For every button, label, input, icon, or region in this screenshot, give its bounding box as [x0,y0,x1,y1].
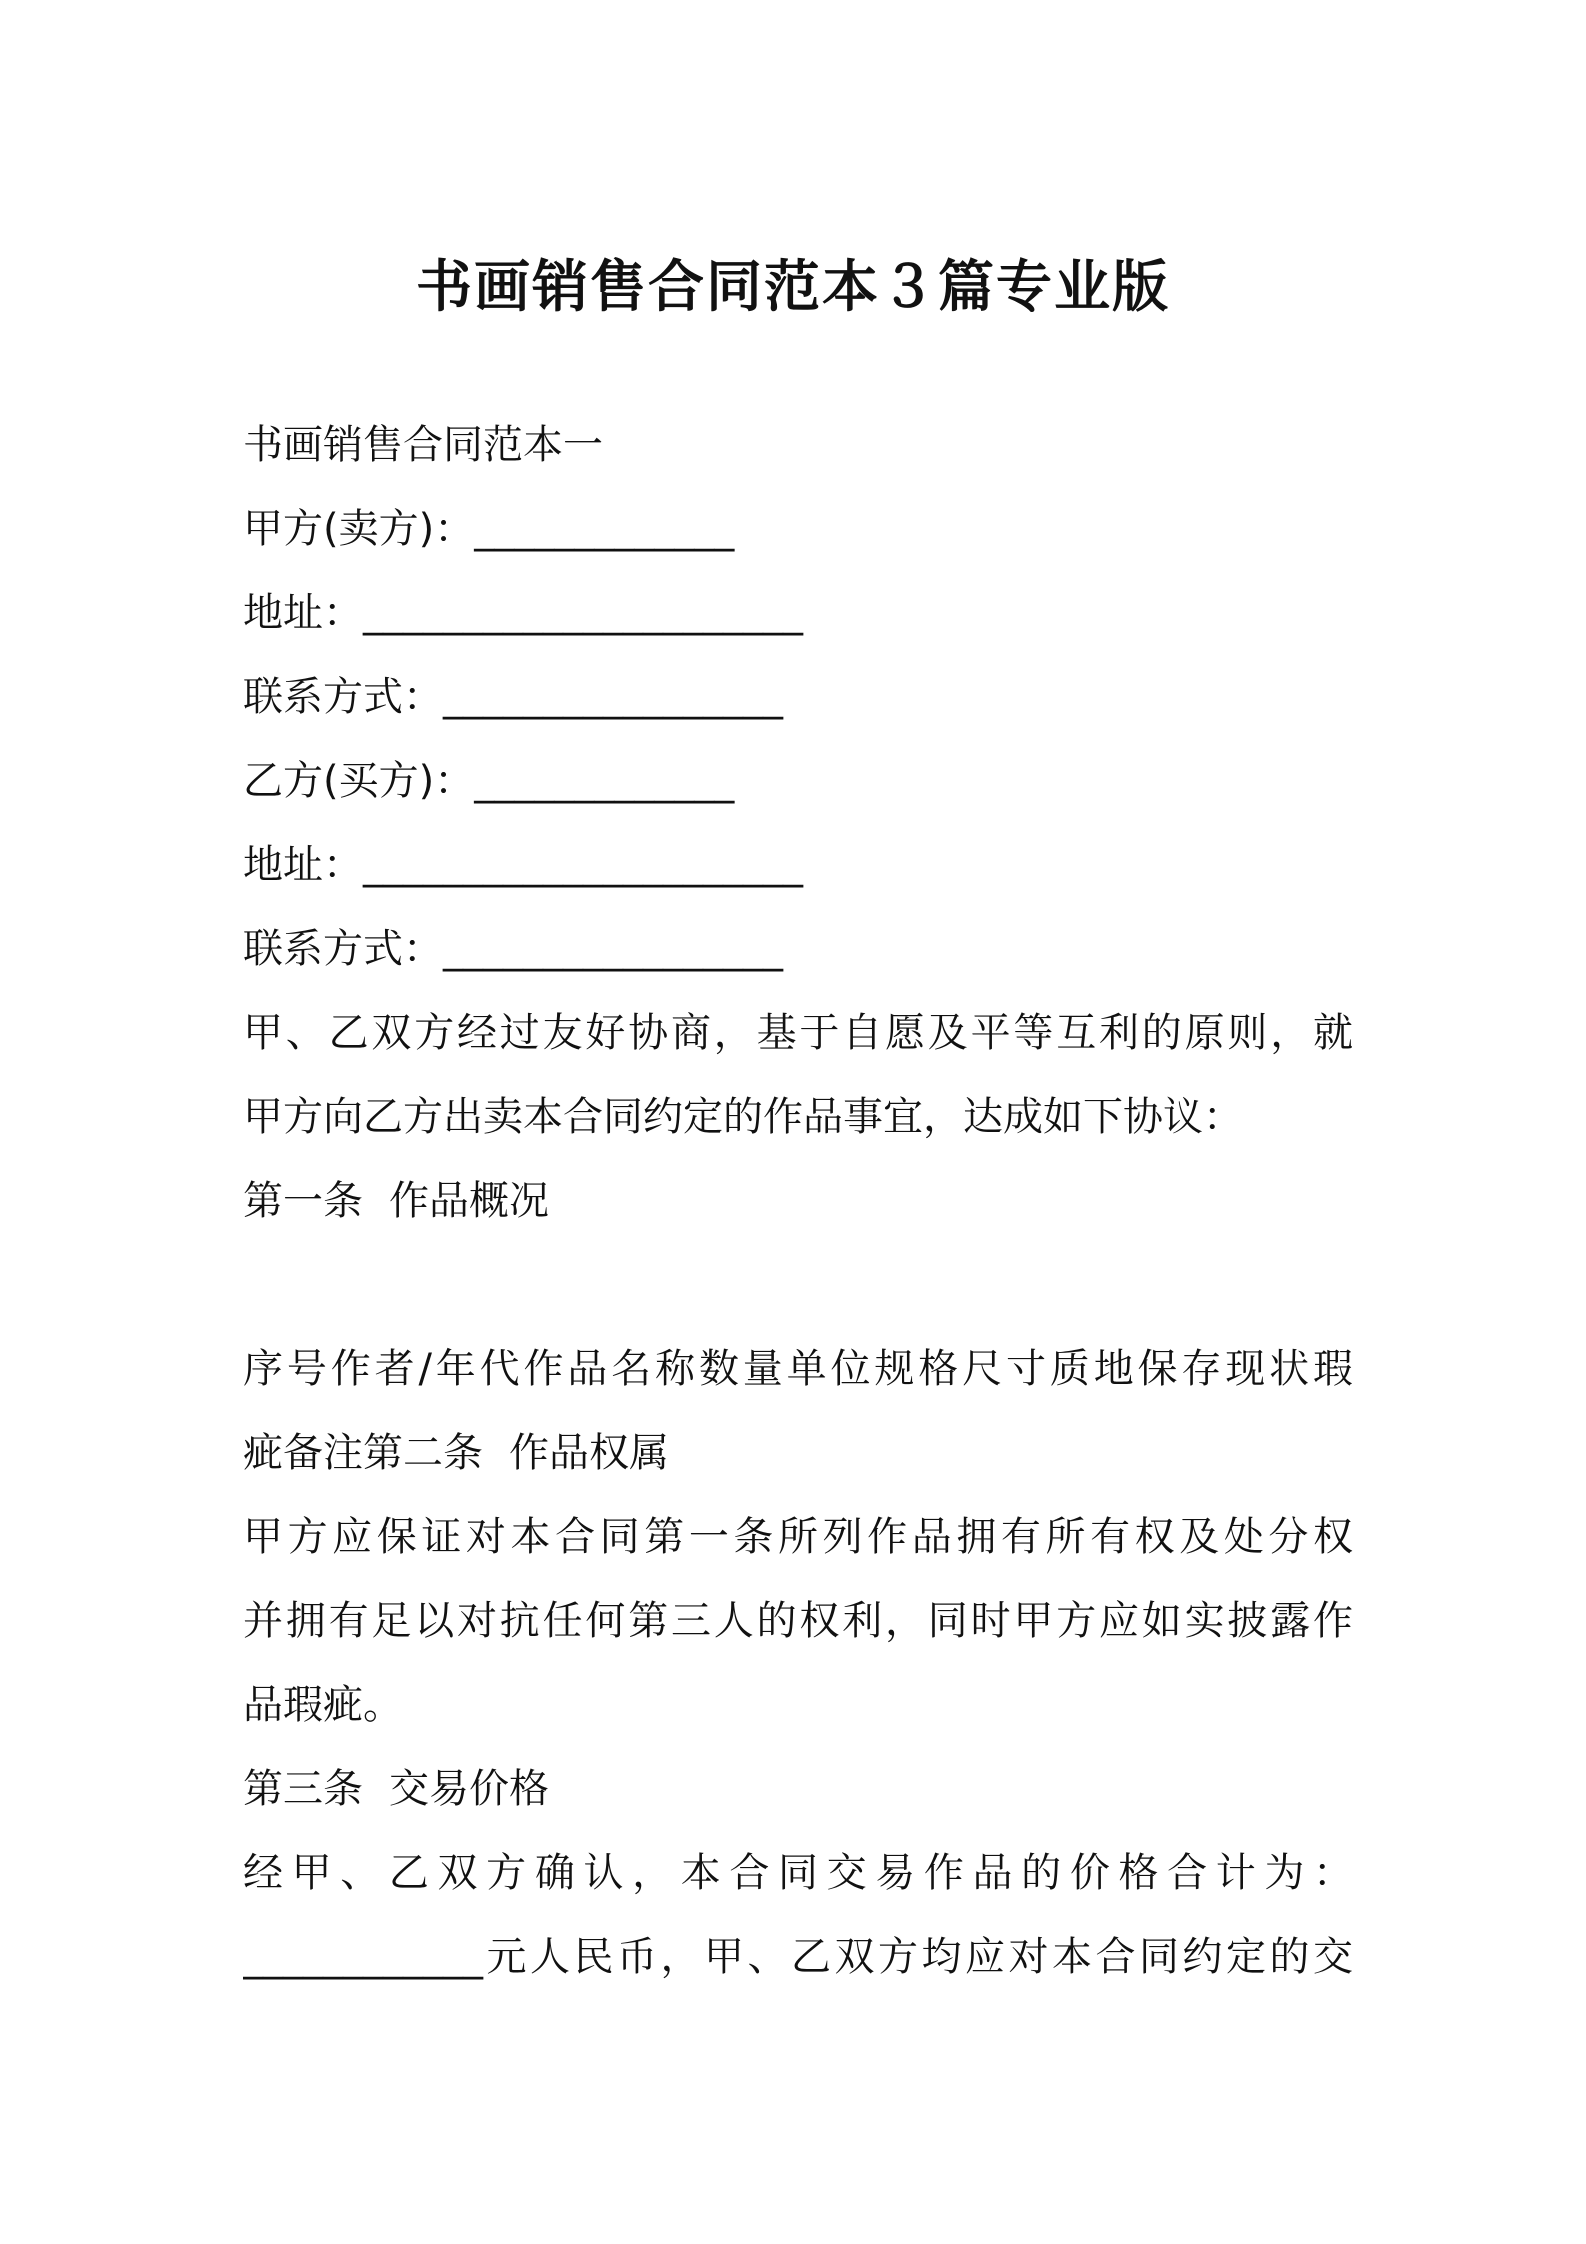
party-b-address-line: 地址：______________________ [243,842,803,888]
party-a-contact-line: 联系方式：_________________ [243,674,783,720]
party-a-address-line: 地址：______________________ [243,590,803,636]
article-two-title: 作品权属 [509,1430,669,1476]
party-b-contact-line: 联系方式：_________________ [243,926,783,972]
document-body [243,403,1353,1999]
article-three-heading [243,1747,1353,1831]
article-one-number: 第一条 [243,1178,363,1224]
article-three-text-line-1: 经甲、乙双方确认，本合同交易作品的价格合计为： [243,1850,1353,1896]
article-two-heading [243,1411,1353,1495]
section-title-contract-one: 书画销售合同范本一 [243,422,603,468]
article-one-title: 作品概况 [389,1178,549,1224]
article-two-text-line-3: 品瑕疵。 [243,1682,403,1728]
party-b-buyer-line: 乙方(买方)：_____________ [243,758,735,804]
document-title: 书画销售合同范本３篇专业版 [416,255,1170,320]
article-one-heading [243,1159,1353,1243]
blank-spacer [243,1243,1353,1327]
article-three-title: 交易价格 [389,1766,549,1812]
artwork-table-header-line: 序号作者/年代作品名称数量单位规格尺寸质地保存现状瑕 [243,1346,1353,1392]
party-a-seller-line: 甲方(卖方)：_____________ [243,506,735,552]
article-two-prefix: 疵备注第二条 [243,1430,483,1476]
article-three-text-line-2: ____________元人民币，甲、乙双方均应对本合同约定的交 [243,1934,1353,1980]
preamble-line-1: 甲、乙双方经过友好协商，基于自愿及平等互利的原则，就 [243,1010,1353,1056]
preamble-line-2: 甲方向乙方出卖本合同约定的作品事宜，达成如下协议： [243,1094,1243,1140]
article-three-number: 第三条 [243,1766,363,1812]
article-two-text-line-2: 并拥有足以对抗任何第三人的权利，同时甲方应如实披露作 [243,1598,1353,1644]
article-two-text-line-1: 甲方应保证对本合同第一条所列作品拥有所有权及处分权 [243,1514,1353,1560]
